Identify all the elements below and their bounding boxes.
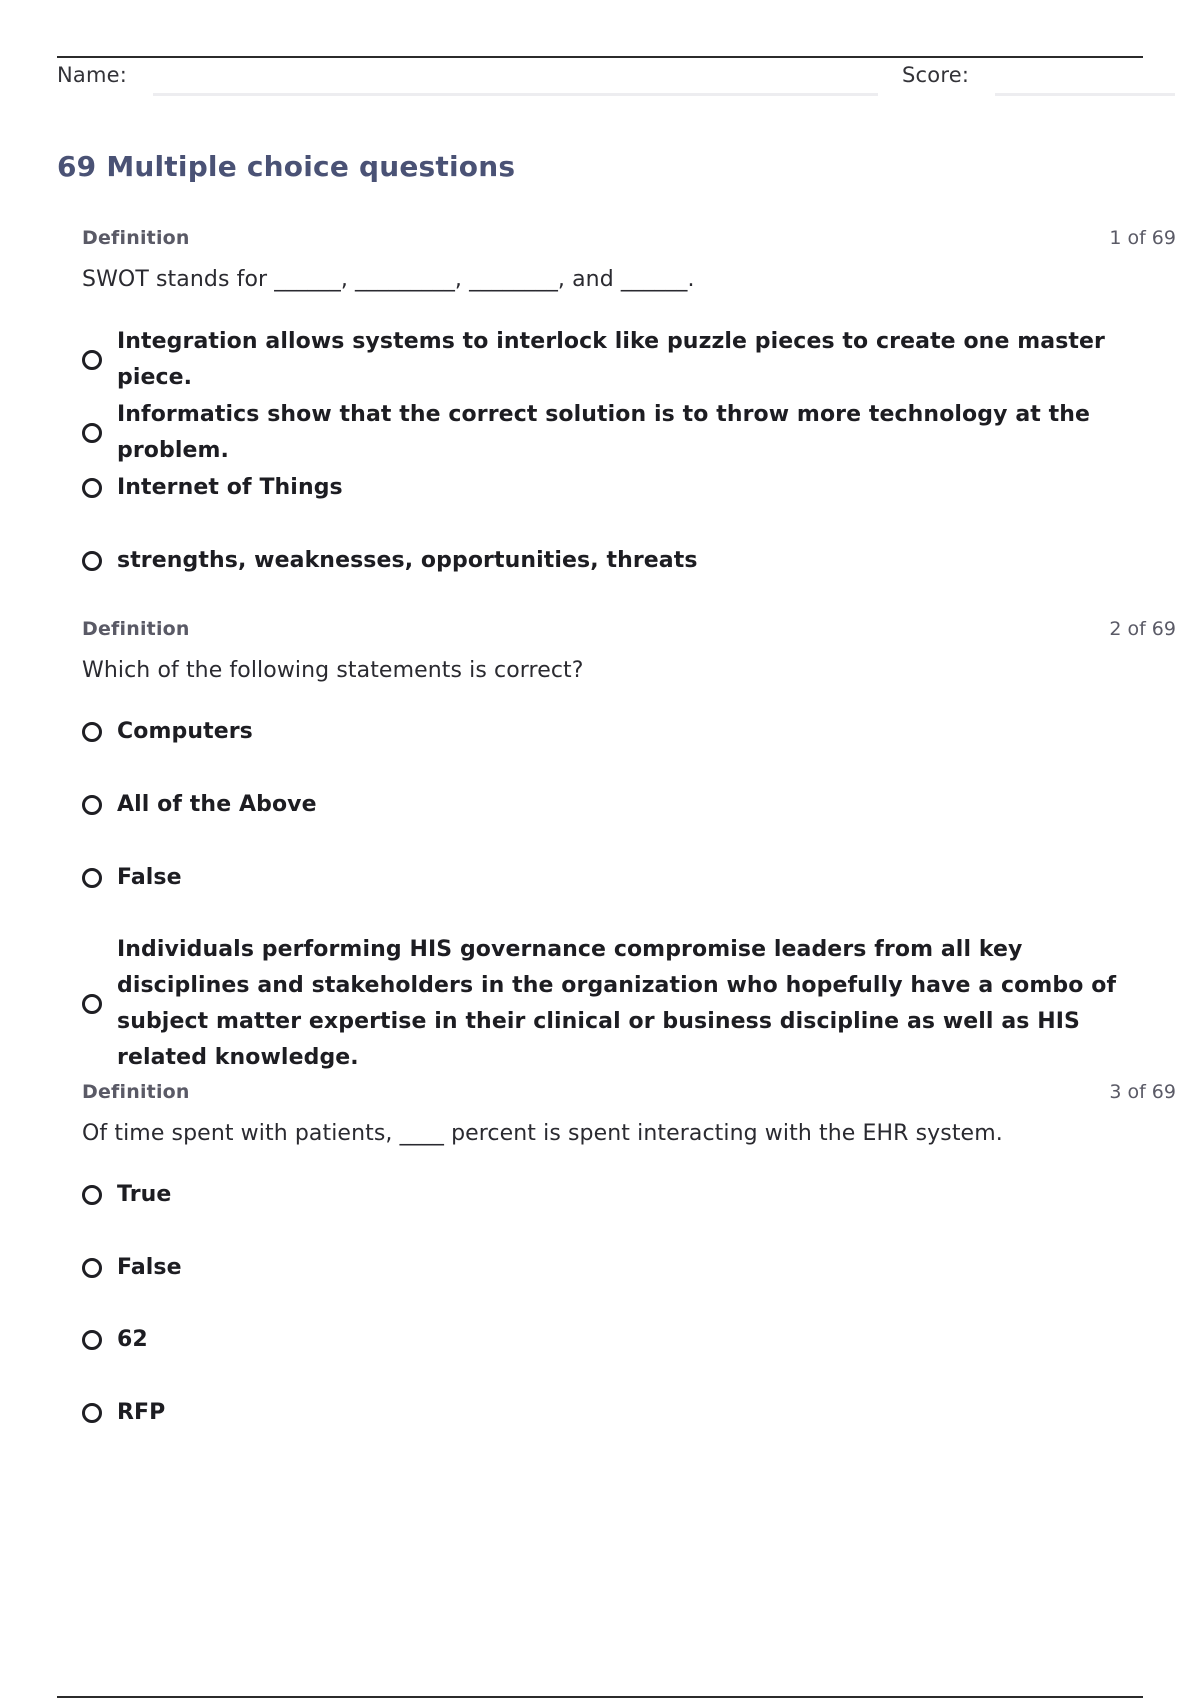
- question-prompt: Of time spent with patients, ____ percent is spent interacting with the EHR system.: [82, 1121, 1003, 1146]
- section-title: 69 Multiple choice questions: [57, 150, 516, 183]
- answer-option[interactable]: [82, 470, 1162, 506]
- answer-option[interactable]: [82, 543, 1162, 579]
- question-count: 1 of 69: [1109, 227, 1176, 249]
- answer-option-label: All of the Above: [117, 792, 317, 817]
- answer-option[interactable]: [82, 397, 1162, 469]
- question-type: Definition: [82, 227, 190, 249]
- answer-option[interactable]: [82, 1322, 1162, 1358]
- radio-button-icon[interactable]: [82, 868, 102, 888]
- radio-button-icon[interactable]: [82, 423, 102, 443]
- question-type: Definition: [82, 618, 190, 640]
- answer-option-label: False: [117, 1255, 182, 1280]
- answer-option[interactable]: [82, 787, 1162, 823]
- answer-option-label: Computers: [117, 719, 253, 744]
- score-field[interactable]: [995, 93, 1175, 96]
- answer-option[interactable]: [82, 1177, 1162, 1213]
- answer-option[interactable]: [82, 1250, 1162, 1286]
- answer-option[interactable]: [82, 324, 1162, 396]
- answer-option[interactable]: [82, 1395, 1162, 1431]
- top-rule: [57, 56, 1143, 58]
- radio-button-icon[interactable]: [82, 350, 102, 370]
- radio-button-icon[interactable]: [82, 1258, 102, 1278]
- question-count: 3 of 69: [1109, 1081, 1176, 1103]
- answer-option-label: RFP: [117, 1400, 166, 1425]
- question-prompt: SWOT stands for ______, _________, ________, and ______.: [82, 267, 695, 292]
- answer-option-label: strengths, weaknesses, opportunities, threats: [117, 548, 698, 573]
- radio-button-icon[interactable]: [82, 551, 102, 571]
- score-label: Score:: [902, 63, 970, 87]
- answer-option-label: Informatics show that the correct solution is to throw more technology at the problem.: [117, 402, 1091, 463]
- radio-button-icon[interactable]: [82, 1403, 102, 1423]
- answer-option[interactable]: [82, 932, 1162, 1076]
- radio-button-icon[interactable]: [82, 1185, 102, 1205]
- answer-option[interactable]: [82, 860, 1162, 896]
- name-field[interactable]: [153, 93, 878, 96]
- radio-button-icon[interactable]: [82, 478, 102, 498]
- question-type: Definition: [82, 1081, 190, 1103]
- answer-option-label: Integration allows systems to interlock like puzzle pieces to create one master piece.: [117, 329, 1105, 390]
- question-prompt: Which of the following statements is correct?: [82, 658, 584, 683]
- radio-button-icon[interactable]: [82, 994, 102, 1014]
- answer-option-label: 62: [117, 1327, 148, 1352]
- answer-option[interactable]: [82, 714, 1162, 750]
- question-count: 2 of 69: [1109, 618, 1176, 640]
- answer-option-label: True: [117, 1182, 172, 1207]
- radio-button-icon[interactable]: [82, 795, 102, 815]
- radio-button-icon[interactable]: [82, 722, 102, 742]
- answer-option-label: Internet of Things: [117, 475, 343, 500]
- answer-option-label: False: [117, 865, 182, 890]
- answer-option-label: Individuals performing HIS governance compromise leaders from all key disciplines and stakeholders in the organization who hopefully have a combo of subject matter expertise in their clinical or business discipline as well as HIS related knowledge.: [117, 937, 1117, 1070]
- bottom-rule: [57, 1696, 1143, 1698]
- name-label: Name:: [57, 63, 128, 87]
- radio-button-icon[interactable]: [82, 1330, 102, 1350]
